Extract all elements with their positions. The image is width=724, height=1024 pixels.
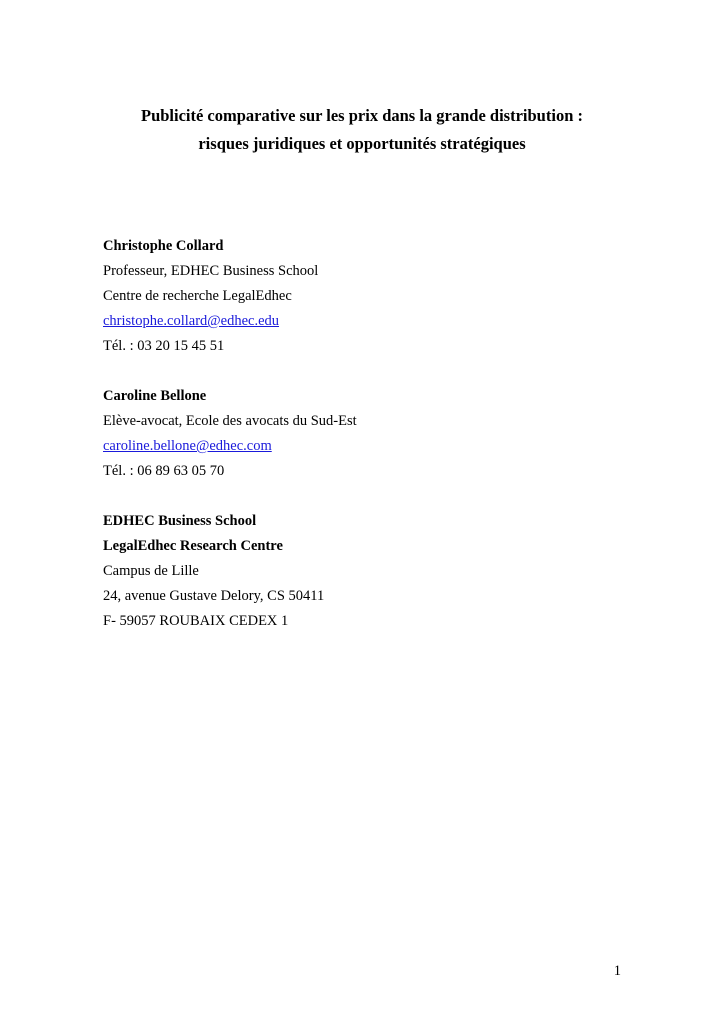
author-affiliation: Centre de recherche LegalEdhec xyxy=(103,288,292,304)
institution-name: EDHEC Business School xyxy=(103,513,257,529)
author-name: Caroline Bellone xyxy=(103,388,207,404)
research-centre-name: LegalEdhec Research Centre xyxy=(103,538,283,554)
author-phone: Tél. : 03 20 15 45 51 xyxy=(103,338,225,354)
city-postcode: F- 59057 ROUBAIX CEDEX 1 xyxy=(103,613,289,629)
title-line-2: risques juridiques et opportunités stratégiques xyxy=(198,134,526,153)
campus-name: Campus de Lille xyxy=(103,563,199,579)
spacer xyxy=(103,484,663,509)
author-phone: Tél. : 06 89 63 05 70 xyxy=(103,463,225,479)
author-role: Elève-avocat, Ecole des avocats du Sud-Est xyxy=(103,413,357,429)
contact-block xyxy=(103,234,663,634)
author-email-link[interactable]: caroline.bellone@edhec.com xyxy=(103,438,272,454)
document-title xyxy=(0,102,724,158)
institution-address xyxy=(103,509,663,634)
author-name: Christophe Collard xyxy=(103,238,224,254)
author-collard xyxy=(103,234,663,359)
street-address: 24, avenue Gustave Delory, CS 50411 xyxy=(103,588,325,604)
author-role: Professeur, EDHEC Business School xyxy=(103,263,319,279)
spacer xyxy=(103,359,663,384)
title-line-1: Publicité comparative sur les prix dans la grande distribution : xyxy=(140,106,583,125)
author-bellone xyxy=(103,384,663,484)
page-number: 1 xyxy=(613,963,621,979)
author-email-link[interactable]: christophe.collard@edhec.edu xyxy=(103,313,280,329)
